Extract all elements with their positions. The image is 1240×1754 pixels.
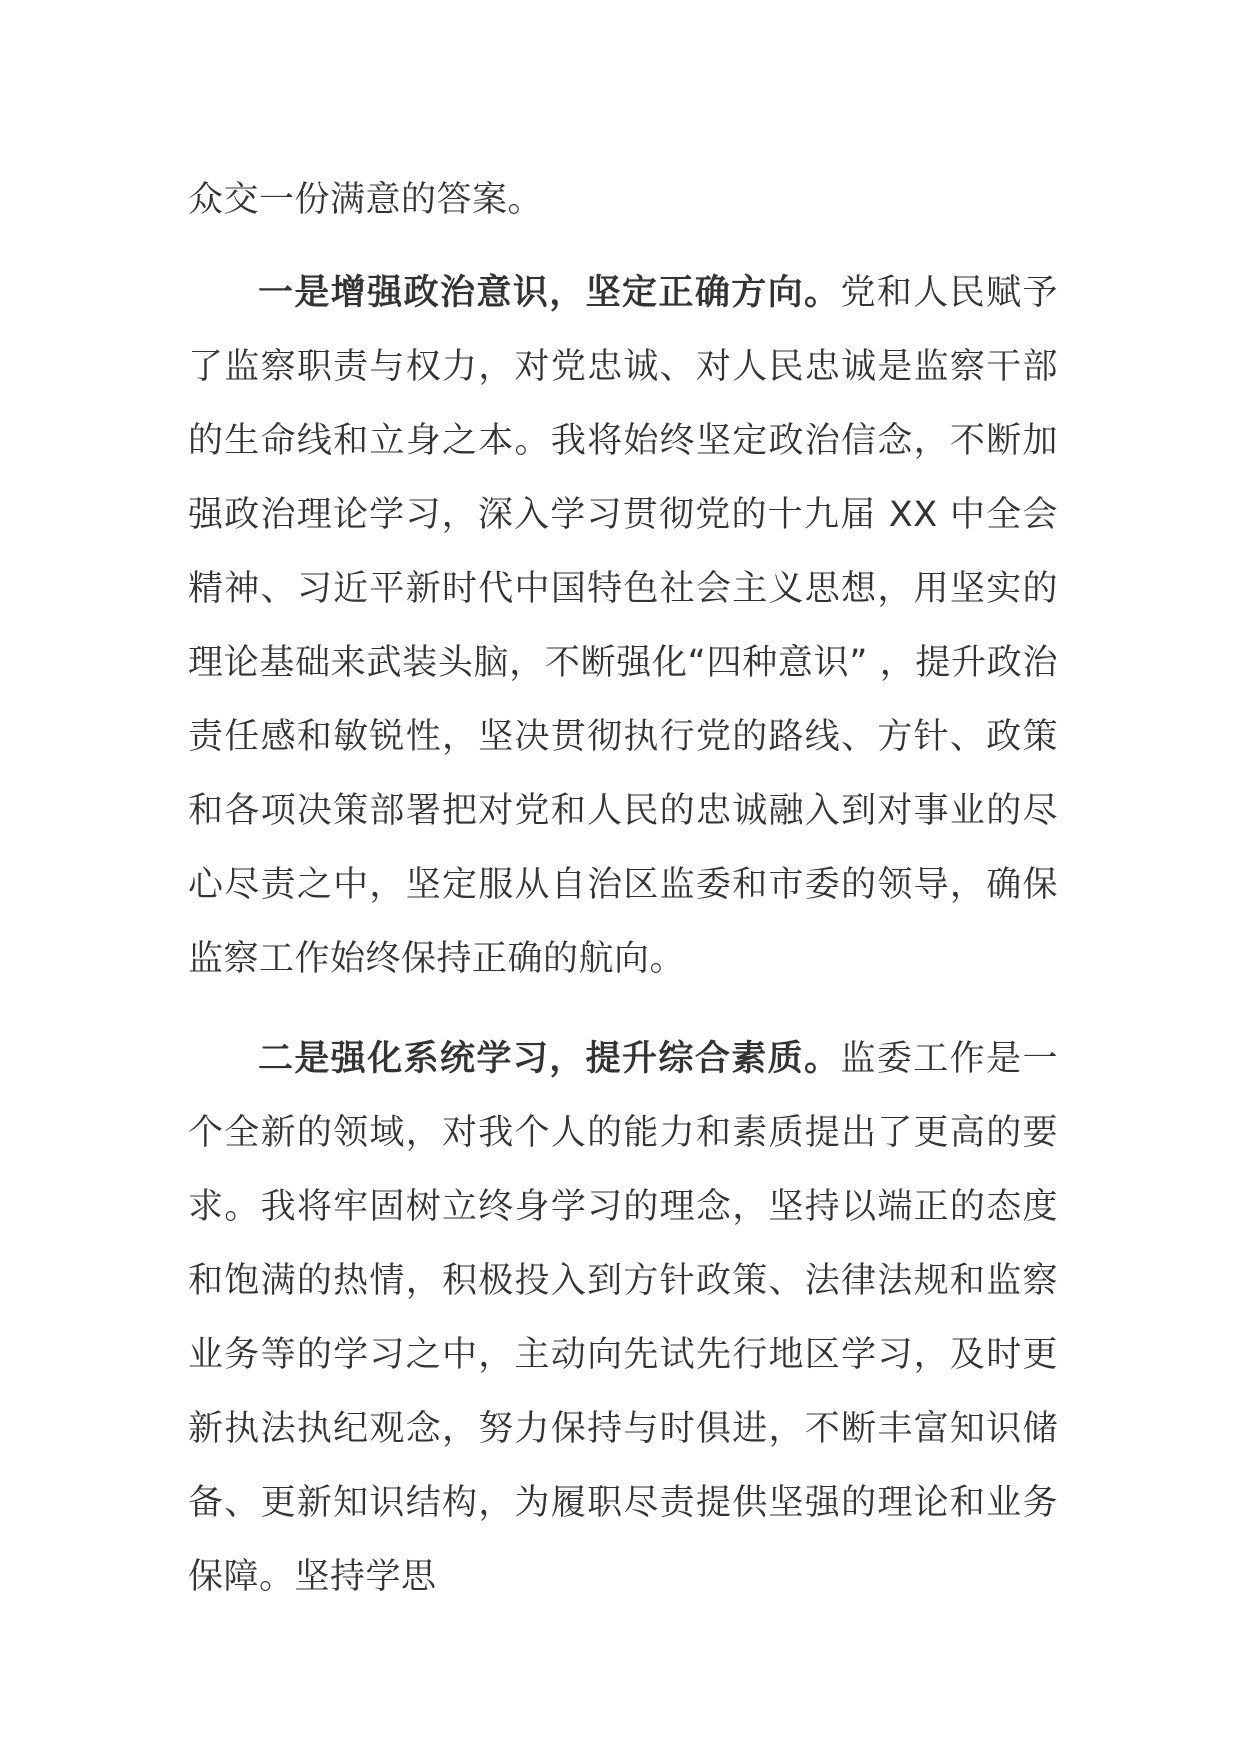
continuation-line [188, 163, 1058, 237]
paragraph-political-awareness [188, 256, 1058, 996]
paragraph-body: 党和人民赋予了监察职责与权力，对党忠诚、对人民忠诚是监察干部的生命线和立身之本。我将始终坚定政治信念，不断加强政治理论学习，深入学习贯彻党的十九届 XX 中全会精神、习近平新时代中国特色社会主义思想，用坚实的理论基础来武装头脑，不断强化“四种意识” ，提升政治责任感和敏锐性，坚决贯彻执行党的路线、方针、政策和各项决策部署把对党和人民的忠诚融入到对事业的尽心尽责之中，坚定服从自治区监委和市委的领导，确保监察工作始终保持正确的航向。 [188, 273, 1058, 979]
paragraph-lead: 二是强化系统学习，提升综合素质。 [258, 1039, 841, 1079]
paragraph-body: 监委工作是一个全新的领域，对我个人的能力和素质提出了更高的要求。我将牢固树立终身学习的理念，坚持以端正的态度和饱满的热情，积极投入到方针政策、法律法规和监察业务等的学习之中，主动向先试先行地区学习，及时更新执法执纪观念，努力保持与时俱进，不断丰富知识储备、更新知识结构，为履职尽责提供坚强的理论和业务保障。坚持学思 [188, 1039, 1058, 1597]
paragraph-lead: 一是增强政治意识，坚定正确方向。 [258, 273, 841, 313]
continuation-text: 众交一份满意的答案。 [188, 180, 544, 220]
paragraph-systematic-learning [188, 1022, 1058, 1614]
